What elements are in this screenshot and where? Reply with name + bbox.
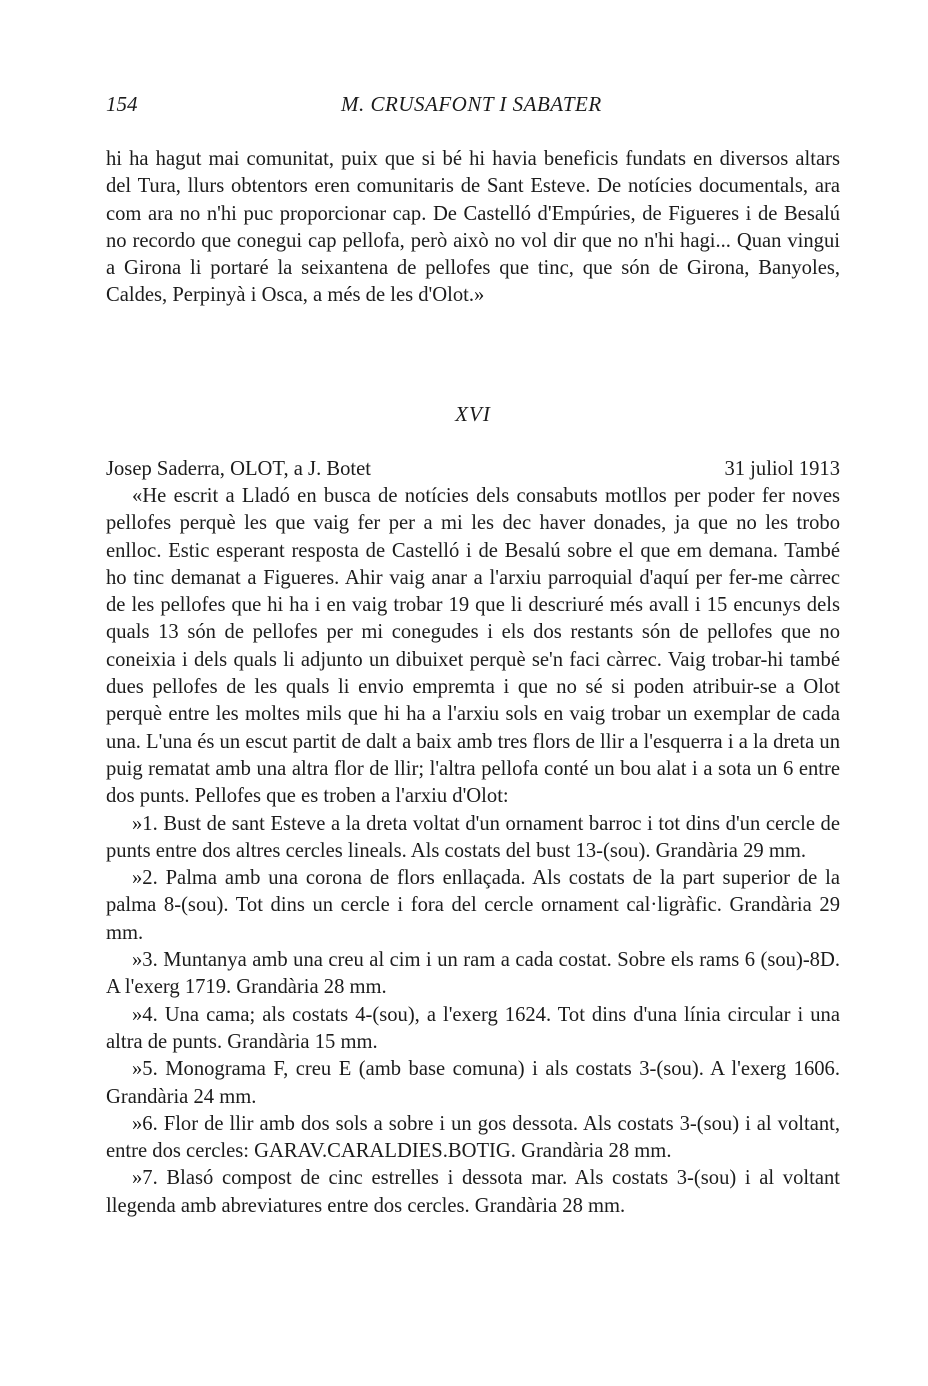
opening-text [106,146,840,310]
list-item: »2. Palma amb una corona de flors enllaçada. Als costats de la part superior de la palma 8-(sou). Tot dins un cercle i fora del cercle ornament cal·ligràfic. Grandària 29 mm. [106,867,840,944]
page-number: 154 [106,92,138,116]
list-item: »4. Una cama; als costats 4-(sou), a l'exerg 1624. Tot dins d'una línia circular i una altra de punts. Grandària 15 mm. [106,1003,840,1053]
letter-body: «He escrit a Lladó en busca de notícies dels consabuts motllos per poder fer noves pellofes perquè les que vaig fer per a mi les dec haver donades, ja que no les trobo enlloc. Estic esperant resposta de Castelló i de Besalú sobre el que em demana. També ho tinc demanat a Figueres. Ahir vaig anar a l'arxiu parroquial d'aquí per fer-me càrrec de les pellofes que hi ha i en vaig trobar 19 que li descriuré més avall i 15 encunys dels quals 13 són de pellofes per mi conegudes i els dos restants són de pellofes que no coneixia i dels quals li adjunto un dibuixet perquè se'n faci càrrec. Vaig trobar-hi també dues pellofes de les quals li envio empremta i que no sé si poden atribuir-se a Olot perquè entre les moltes mils que hi ha a l'arxiu sols en vaig trobar un exemplar de cada una. L'una és un escut partit de dalt a baix amb tres flors de llir a l'esquerra i a la dreta un puig rematat amb una altra flor de llir; l'altra pellofa conté un bou alat i a sota un 6 entre dos punts. Pellofes que es troben a l'arxiu d'Olot: [106,485,840,808]
running-head [106,92,840,122]
list-item: »5. Monograma F, creu E (amb base comuna) i als costats 3-(sou). A l'exerg 1606. Grandària 24 mm. [106,1058,840,1108]
letter-date: 31 juliol 1913 [724,458,840,480]
letter-from-to: Josep Saderra, OLOT, a J. Botet [106,458,371,480]
list-item: »6. Flor de llir amb dos sols a sobre i un gos dessota. Als costats 3-(sou) i al voltant, entre dos cercles: GARAV.CARALDIES.BOTIG. Grandària 28 mm. [106,1112,840,1163]
list-item: »1. Bust de sant Esteve a la dreta voltat d'un ornament barroc i tot dins d'un cercle de punts entre dos altres cercles lineals. Als costats del bust 13-(sou). Grandària 29 mm. [106,812,840,862]
letter-header [106,456,840,484]
section-heading: XVI [455,402,491,426]
list-item: »3. Muntanya amb una creu al cim i un ram a cada costat. Sobre els rams 6 (sou)-8D. A l'exerg 1719. Grandària 28 mm. [106,949,840,999]
opening-paragraph: hi ha hagut mai comunitat, puix que si bé hi havia beneficis fundats en diversos altars del Tura, llurs obtentors eren comunitaris de Sant Esteve. De notícies documentals, ara com ara no n'hi puc proporcionar cap. De Castelló d'Empúries, de Figueres i de Besalú no recordo que conegui cap pellofa, però això no vol dir que no n'hi hagi... Quan vingui a Girona li portaré la seixantena de pellofes que tinc, que són de Girona, Banyoles, Caldes, Perpinyà i Osca, a més de les d'Olot.» [106,148,840,307]
running-title: M. CRUSAFONT I SABATER [341,92,602,116]
letter-text [106,483,840,1220]
list-item: »7. Blasó compost de cinc estrelles i dessota mar. Als costats 3-(sou) i al voltant llegenda amb abreviatures entre dos cercles. Grandària 28 mm. [106,1167,840,1217]
